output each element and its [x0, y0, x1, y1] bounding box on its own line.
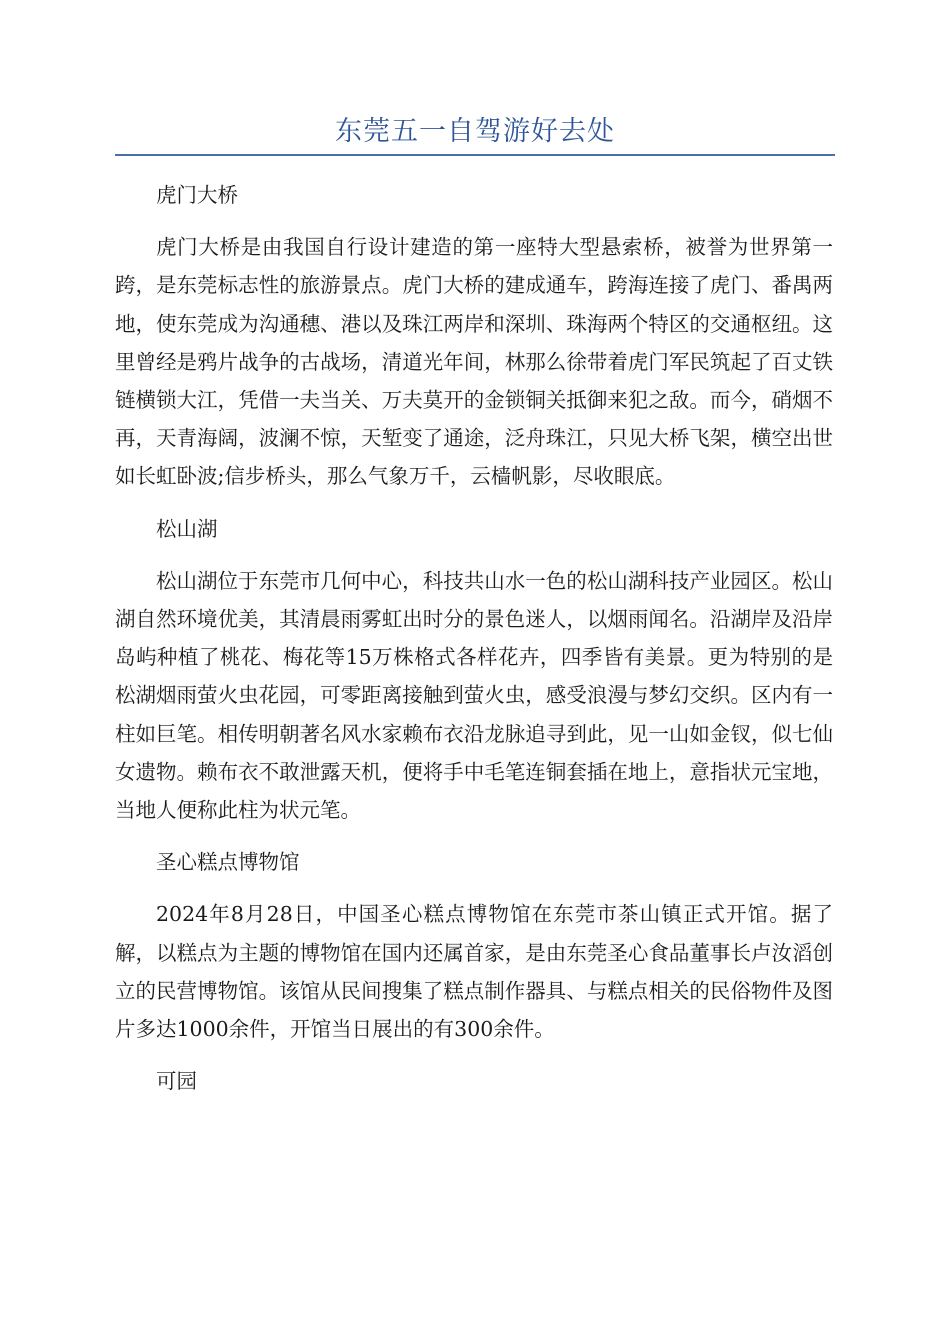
- document-title: 东莞五一自驾游好去处: [335, 116, 615, 147]
- section-heading-pastry-museum: 圣心糕点博物馆: [156, 850, 300, 875]
- document-body: [115, 176, 833, 1114]
- title-underline: [115, 154, 835, 156]
- section-heading-songshan-lake: 松山湖: [156, 516, 218, 541]
- section-paragraph-pastry-museum: 2024年8月28日，中国圣心糕点博物馆在东莞市茶山镇正式开馆。据了解，以糕点为主题的博物馆在国内还属首家，是由东莞圣心食品董事长卢汝滔创立的民营博物馆。该馆从民间搜集了糕点制作器具、与糕点相关的民俗物件及图片多达1000余件，开馆当日展出的有300余件。: [115, 902, 833, 1042]
- section-heading-humen-bridge: 虎门大桥: [156, 183, 238, 207]
- section-paragraph-humen-bridge: 虎门大桥是由我国自行设计建造的第一座特大型悬索桥，被誉为世界第一跨，是东莞标志性的旅游景点。虎门大桥的建成通车，跨海连接了虎门、番禺两地，使东莞成为沟通穗、港以及珠江两岸和深圳、珠海两个特区的交通枢纽。这里曾经是鸦片战争的古战场，清道光年间，林那么徐带着虎门军民筑起了百丈铁链横锁大江，凭借一夫当关、万夫莫开的金锁铜关抵御来犯之敌。而今，硝烟不再，天青海阔，波澜不惊，天堑变了通途，泛舟珠江，只见大桥飞架，横空出世如长虹卧波;信步桥头，那么气象万千，云樯帆影，尽收眼底。: [115, 235, 833, 489]
- section-heading-ke-garden: 可园: [156, 1069, 197, 1094]
- section-paragraph-songshan-lake: 松山湖位于东莞市几何中心，科技共山水一色的松山湖科技产业园区。松山湖自然环境优美，其清晨雨雾虹出时分的景色迷人，以烟雨闻名。沿湖岸及沿岸岛屿种植了桃花、梅花等15万株格式各样花卉，四季皆有美景。更为特别的是松湖烟雨萤火虫花园，可零距离接触到萤火虫，感受浪漫与梦幻交织。区内有一柱如巨笔。相传明朝著名风水家赖布衣沿龙脉追寻到此，见一山如金钗，似七仙女遗物。赖布衣不敢泄露天机，便将手中毛笔连铜套插在地上，意指状元宝地，当地人便称此柱为状元笔。: [115, 568, 833, 823]
